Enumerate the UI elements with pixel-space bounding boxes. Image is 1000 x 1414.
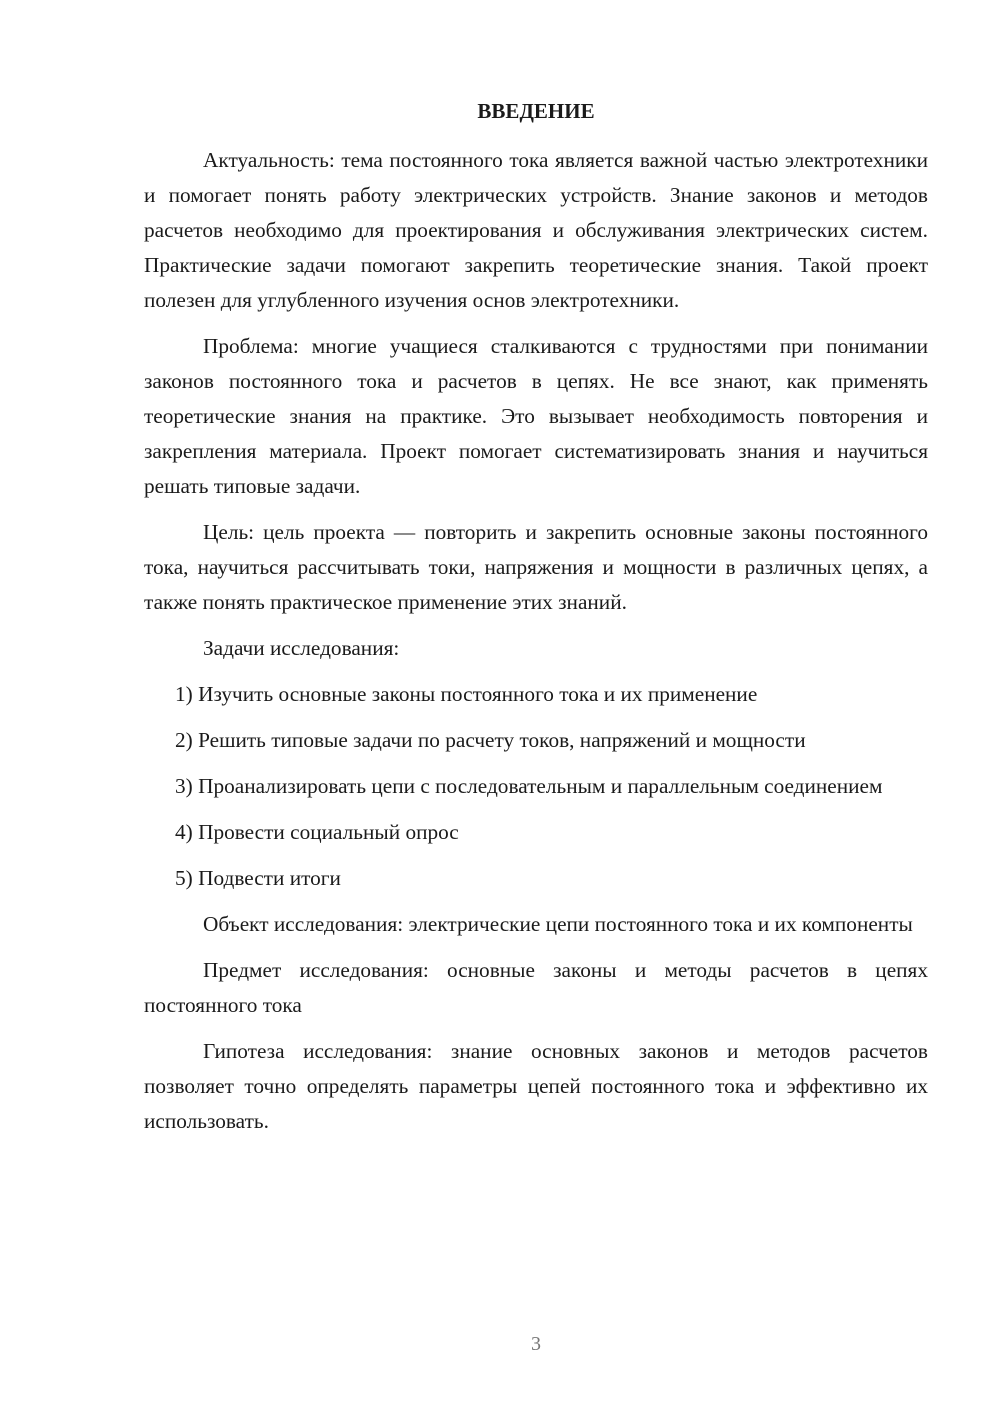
paragraph-tasks-heading: Задачи исследования: [203,636,400,660]
task-item: 2) Решить типовые задачи по расчету токов, напряжений и мощности [175,728,806,752]
paragraph-goal: Цель: цель проекта — повторить и закрепить основные законы постоянного тока, научиться рассчитывать токи, напряжения и мощности в различных цепях, а также понять практическое применение этих знаний. [144,520,928,614]
page-title: ВВЕДЕНИЕ [477,99,595,123]
task-item: 1) Изучить основные законы постоянного тока и их применение [175,682,758,706]
task-item: 4) Провести социальный опрос [175,820,459,844]
task-item: 3) Проанализировать цепи с последовательным и параллельным соединением [175,774,883,798]
paragraph-problem: Проблема: многие учащиеся сталкиваются с трудностями при понимании законов постоянного тока и расчетов в цепях. Не все знают, как применять теоретические знания на практике. Это вызывает необходимость повторения и закрепления материала. Проект помогает систематизировать знания и научиться решать типовые задачи. [144,334,928,498]
document-body [144,143,928,1150]
paragraph-object: Объект исследования: электрические цепи постоянного тока и их компоненты [203,912,913,936]
task-item: 5) Подвести итоги [175,866,341,890]
paragraph-subject: Предмет исследования: основные законы и методы расчетов в цепях постоянного тока [144,958,928,1017]
paragraph-hypothesis: Гипотеза исследования: знание основных законов и методов расчетов позволяет точно определять параметры цепей постоянного тока и эффективно их использовать. [144,1039,928,1133]
page-number: 3 [531,1333,541,1355]
paragraph-relevance: Актуальность: тема постоянного тока является важной частью электротехники и помогает понять работу электрических устройств. Знание законов и методов расчетов необходимо для проектирования и обслуживания электрических систем. Практические задачи помогают закрепить теоретические знания. Такой проект полезен для углубленного изучения основ электротехники. [144,148,928,312]
